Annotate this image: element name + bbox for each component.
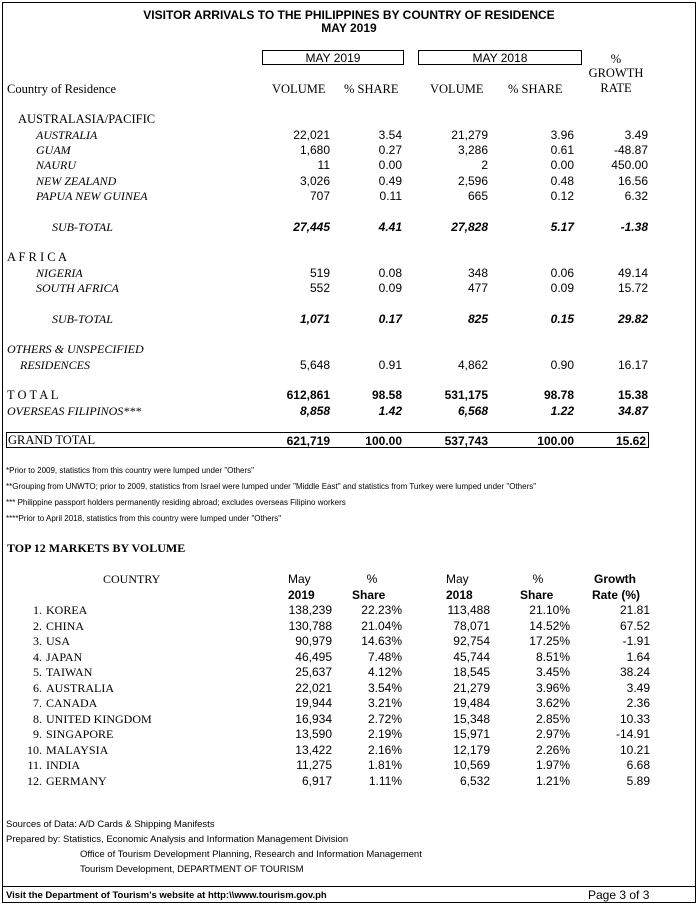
volume-2018: 78,071 bbox=[453, 619, 490, 633]
volume-2018: 6,532 bbox=[459, 774, 490, 788]
share-2018: 0.09 bbox=[550, 281, 574, 295]
top12-country-header: COUNTRY bbox=[103, 572, 161, 586]
overseas-label: OVERSEAS FILIPINOS*** bbox=[7, 404, 142, 418]
share-2019: 1.42 bbox=[378, 404, 402, 418]
rank: 12. bbox=[27, 774, 42, 788]
growth-rate: 15.38 bbox=[617, 388, 648, 402]
share-2019: 1.11% bbox=[368, 774, 402, 788]
country-name: AUSTRALIA bbox=[46, 681, 114, 695]
share-2019: 0.17 bbox=[378, 312, 402, 326]
report-subtitle: MAY 2019 bbox=[321, 21, 377, 35]
share-2018: 1.21% bbox=[535, 774, 570, 788]
share-2019: 14.63% bbox=[361, 634, 402, 648]
country-name: TAIWAN bbox=[46, 665, 93, 679]
volume-2018: 15,971 bbox=[453, 727, 490, 741]
country-name: CANADA bbox=[46, 696, 98, 710]
growth-rate: 16.56 bbox=[617, 174, 648, 188]
volume-2019: 552 bbox=[309, 281, 330, 295]
share-2018: 3.96% bbox=[535, 681, 570, 695]
share-2019: 7.48% bbox=[367, 650, 402, 664]
volume-2019: 621,719 bbox=[286, 434, 330, 448]
top12-may2019-header-l1: May bbox=[288, 572, 311, 586]
share-2019: 2.19% bbox=[367, 727, 402, 741]
share-2018: 0.90 bbox=[550, 358, 574, 372]
may-2019-header: MAY 2019 bbox=[262, 50, 404, 65]
top12-share2018-header-l2: Share bbox=[520, 588, 554, 602]
share-2018: 0.15 bbox=[550, 312, 574, 326]
volume-2018: 477 bbox=[467, 281, 488, 295]
rank: 4. bbox=[33, 650, 42, 664]
volume-2018: 92,754 bbox=[453, 634, 490, 648]
country-name: JAPAN bbox=[46, 650, 83, 664]
country-name: MALAYSIA bbox=[46, 743, 109, 757]
growth-rate: 21.81 bbox=[619, 603, 650, 617]
volume-2019: 1,680 bbox=[299, 143, 330, 157]
volume-2019: 130,788 bbox=[288, 619, 332, 633]
volume-2019: 6,917 bbox=[301, 774, 332, 788]
volume-2019: 22,021 bbox=[293, 128, 330, 142]
country-name: GERMANY bbox=[46, 774, 107, 788]
volume-2018: 2,596 bbox=[457, 174, 488, 188]
share-2018: 21.10% bbox=[529, 603, 570, 617]
share-2019: 0.09 bbox=[378, 281, 402, 295]
top12-growth-header-l1: Growth bbox=[594, 572, 636, 586]
share-2018: 2.26% bbox=[535, 743, 570, 757]
footnote: ****Prior to April 2018, statistics from this country were lumped under "Others" bbox=[6, 514, 282, 523]
share-2018-header: % SHARE bbox=[508, 82, 563, 96]
page-number: Page 3 of 3 bbox=[588, 888, 650, 902]
growth-rate: 6.68 bbox=[626, 758, 650, 772]
top12-title: TOP 12 MARKETS BY VOLUME bbox=[7, 541, 186, 555]
rank: 5. bbox=[33, 665, 42, 679]
volume-2019: 27,445 bbox=[293, 220, 330, 234]
share-2019: 3.21% bbox=[367, 696, 402, 710]
top12-growth-header-l2: Rate (%) bbox=[592, 588, 641, 602]
country-of-residence-header: Country of Residence bbox=[7, 82, 117, 96]
volume-2018: 3,286 bbox=[457, 143, 488, 157]
rank: 3. bbox=[33, 634, 42, 648]
volume-2018: 6,568 bbox=[457, 404, 488, 418]
volume-2018: 19,484 bbox=[453, 696, 490, 710]
sources-of-data: Sources of Data: A/D Cards & Shipping Manifests bbox=[6, 819, 215, 830]
country-name: INDIA bbox=[46, 758, 80, 772]
country-name: PAPUA NEW GUINEA bbox=[36, 189, 148, 203]
volume-2019: 612,861 bbox=[286, 388, 330, 402]
growth-rate: 15.72 bbox=[617, 281, 648, 295]
growth-header-l1: % bbox=[610, 52, 622, 66]
volume-2019: 22,021 bbox=[295, 681, 332, 695]
growth-rate: 34.87 bbox=[617, 404, 648, 418]
growth-rate: -48.87 bbox=[613, 143, 648, 157]
share-2018: 8.51% bbox=[535, 650, 570, 664]
prepared-by-department: Tourism Development, DEPARTMENT OF TOURISM bbox=[80, 864, 304, 875]
growth-rate: 2.36 bbox=[626, 696, 650, 710]
share-2019: 3.54 bbox=[378, 128, 402, 142]
volume-2018: 531,175 bbox=[444, 388, 488, 402]
share-2018: 5.17 bbox=[550, 220, 574, 234]
top12-share2019-header-l2: Share bbox=[352, 588, 386, 602]
share-2019: 4.12% bbox=[367, 665, 402, 679]
volume-2018: 21,279 bbox=[451, 128, 488, 142]
country-name: NAURU bbox=[36, 158, 76, 172]
share-2019: 0.11 bbox=[379, 189, 402, 203]
prepared-by: Prepared by: Statistics, Economic Analysis and Information Management Division bbox=[6, 834, 349, 845]
may-2018-header: MAY 2018 bbox=[418, 50, 582, 65]
growth-header-l2: GROWTH bbox=[588, 66, 644, 80]
volume-2019: 8,858 bbox=[299, 404, 330, 418]
share-2018: 14.52% bbox=[529, 619, 570, 633]
share-2019: 98.58 bbox=[371, 388, 402, 402]
growth-rate: 29.82 bbox=[617, 312, 648, 326]
volume-2019: 11,275 bbox=[296, 758, 332, 772]
country-name: KOREA bbox=[46, 603, 88, 617]
share-2019: 0.08 bbox=[378, 266, 402, 280]
subtotal-label: SUB-TOTAL bbox=[52, 312, 113, 326]
growth-rate: 5.89 bbox=[626, 774, 650, 788]
growth-rate: 1.64 bbox=[626, 650, 650, 664]
volume-2019: 13,422 bbox=[295, 743, 332, 757]
footer-divider bbox=[2, 886, 696, 887]
volume-2018-header: VOLUME bbox=[430, 82, 484, 96]
share-2019: 1.81% bbox=[367, 758, 402, 772]
volume-2019: 3,026 bbox=[299, 174, 330, 188]
rank: 10. bbox=[27, 743, 42, 757]
region-name: AUSTRALASIA/PACIFIC bbox=[18, 112, 156, 126]
share-2018: 1.97% bbox=[535, 758, 570, 772]
subtotal-label: SUB-TOTAL bbox=[52, 220, 113, 234]
growth-rate: 49.14 bbox=[617, 266, 648, 280]
volume-2019-header: VOLUME bbox=[272, 82, 326, 96]
volume-2018: 4,862 bbox=[457, 358, 488, 372]
volume-2019: 1,071 bbox=[299, 312, 330, 326]
share-2019: 22.23% bbox=[361, 603, 402, 617]
share-2018: 3.96 bbox=[550, 128, 574, 142]
share-2019: 21.04% bbox=[361, 619, 402, 633]
volume-2018: 45,744 bbox=[453, 650, 490, 664]
volume-2019: 25,637 bbox=[295, 665, 332, 679]
volume-2018: 27,828 bbox=[451, 220, 488, 234]
share-2018: 3.45% bbox=[535, 665, 570, 679]
rank: 11. bbox=[27, 758, 42, 772]
volume-2018: 18,545 bbox=[453, 665, 490, 679]
others-label-l2: RESIDENCES bbox=[20, 358, 90, 372]
country-name: AUSTRALIA bbox=[36, 128, 98, 142]
share-2019: 0.00 bbox=[378, 158, 402, 172]
share-2018: 100.00 bbox=[537, 434, 574, 448]
region-name: A F R I C A bbox=[7, 250, 68, 264]
share-2019: 0.91 bbox=[378, 358, 402, 372]
volume-2018: 537,743 bbox=[444, 434, 488, 448]
volume-2018: 15,348 bbox=[453, 712, 490, 726]
growth-rate: 15.62 bbox=[615, 434, 646, 448]
top12-share2019-header-l1: % bbox=[366, 572, 378, 586]
growth-rate: 38.24 bbox=[619, 665, 650, 679]
country-name: USA bbox=[46, 634, 71, 648]
volume-2018: 825 bbox=[467, 312, 488, 326]
grand-total-label: GRAND TOTAL bbox=[8, 433, 96, 447]
growth-rate: 10.21 bbox=[619, 743, 650, 757]
share-2018: 17.25% bbox=[529, 634, 570, 648]
country-name: NEW ZEALAND bbox=[36, 174, 117, 188]
rank: 1. bbox=[33, 603, 42, 617]
report-title: VISITOR ARRIVALS TO THE PHILIPPINES BY COUNTRY OF RESIDENCE bbox=[143, 8, 555, 22]
share-2019: 2.72% bbox=[367, 712, 402, 726]
rank: 8. bbox=[33, 712, 42, 726]
growth-rate: 67.52 bbox=[619, 619, 650, 633]
website-link[interactable]: Visit the Department of Tourism's website at http:\\www.tourism.gov.ph bbox=[6, 890, 327, 901]
growth-rate: 3.49 bbox=[626, 681, 650, 695]
volume-2018: 21,279 bbox=[453, 681, 490, 695]
others-label-l1: OTHERS & UNSPECIFIED bbox=[7, 342, 144, 356]
share-2019: 2.16% bbox=[367, 743, 402, 757]
volume-2019: 519 bbox=[309, 266, 330, 280]
share-2019: 3.54% bbox=[367, 681, 402, 695]
volume-2018: 10,569 bbox=[453, 758, 490, 772]
share-2019: 4.41 bbox=[378, 220, 402, 234]
growth-rate: 10.33 bbox=[619, 712, 650, 726]
rank: 2. bbox=[33, 619, 42, 633]
volume-2019: 138,239 bbox=[288, 603, 332, 617]
country-name: SINGAPORE bbox=[46, 727, 114, 741]
top12-may2018-header-l1: May bbox=[446, 572, 469, 586]
volume-2019: 13,590 bbox=[295, 727, 332, 741]
volume-2019: 5,648 bbox=[299, 358, 330, 372]
share-2019: 100.00 bbox=[365, 434, 402, 448]
growth-rate: 450.00 bbox=[611, 158, 648, 172]
volume-2018: 12,179 bbox=[453, 743, 490, 757]
growth-rate: 6.32 bbox=[624, 189, 648, 203]
country-name: GUAM bbox=[36, 143, 71, 157]
share-2018: 2.85% bbox=[535, 712, 570, 726]
volume-2019: 46,495 bbox=[295, 650, 332, 664]
volume-2019: 11 bbox=[317, 158, 330, 172]
volume-2018: 2 bbox=[481, 158, 488, 172]
prepared-by-office: Office of Tourism Development Planning, Research and Information Management bbox=[80, 849, 422, 860]
share-2018: 0.48 bbox=[550, 174, 574, 188]
share-2019: 0.27 bbox=[378, 143, 402, 157]
top12-share2018-header-l1: % bbox=[532, 572, 544, 586]
volume-2018: 665 bbox=[467, 189, 488, 203]
rank: 6. bbox=[33, 681, 42, 695]
volume-2019: 90,979 bbox=[295, 634, 332, 648]
volume-2019: 16,934 bbox=[295, 712, 332, 726]
volume-2018: 348 bbox=[467, 266, 488, 280]
share-2018: 0.61 bbox=[550, 143, 574, 157]
country-name: UNITED KINGDOM bbox=[46, 712, 152, 726]
growth-rate: 16.17 bbox=[617, 358, 648, 372]
growth-rate: -14.91 bbox=[615, 727, 650, 741]
share-2018: 0.12 bbox=[550, 189, 574, 203]
share-2019: 0.49 bbox=[378, 174, 402, 188]
top12-may2019-header-l2: 2019 bbox=[288, 588, 315, 602]
share-2018: 1.22 bbox=[550, 404, 574, 418]
country-name: CHINA bbox=[46, 619, 84, 633]
rank: 7. bbox=[33, 696, 42, 710]
share-2018: 3.62% bbox=[535, 696, 570, 710]
volume-2019: 19,944 bbox=[295, 696, 332, 710]
share-2018: 0.06 bbox=[550, 266, 574, 280]
share-2018: 0.00 bbox=[550, 158, 574, 172]
footnote: *** Philippine passport holders permanently residing abroad; excludes overseas Filipino workers bbox=[6, 498, 346, 507]
growth-header-l3: RATE bbox=[600, 81, 632, 95]
total-label: T O T A L bbox=[7, 388, 59, 402]
top12-may2018-header-l2: 2018 bbox=[446, 588, 473, 602]
growth-rate: -1.91 bbox=[622, 634, 650, 648]
share-2018: 98.78 bbox=[543, 388, 574, 402]
share-2019-header: % SHARE bbox=[344, 82, 399, 96]
volume-2018: 113,488 bbox=[447, 603, 490, 617]
growth-rate: 3.49 bbox=[624, 128, 648, 142]
country-name: NIGERIA bbox=[36, 266, 83, 280]
footnote: **Grouping from UNWTO; prior to 2009, statistics from Israel were lumped under "Middle East" and statistics from Turkey were lumped under "Others" bbox=[6, 482, 537, 491]
share-2018: 2.97% bbox=[535, 727, 570, 741]
growth-rate: -1.38 bbox=[620, 220, 648, 234]
volume-2019: 707 bbox=[309, 189, 330, 203]
rank: 9. bbox=[33, 727, 42, 741]
footnote: *Prior to 2009, statistics from this country were lumped under "Others" bbox=[6, 466, 255, 475]
country-name: SOUTH AFRICA bbox=[36, 281, 119, 295]
